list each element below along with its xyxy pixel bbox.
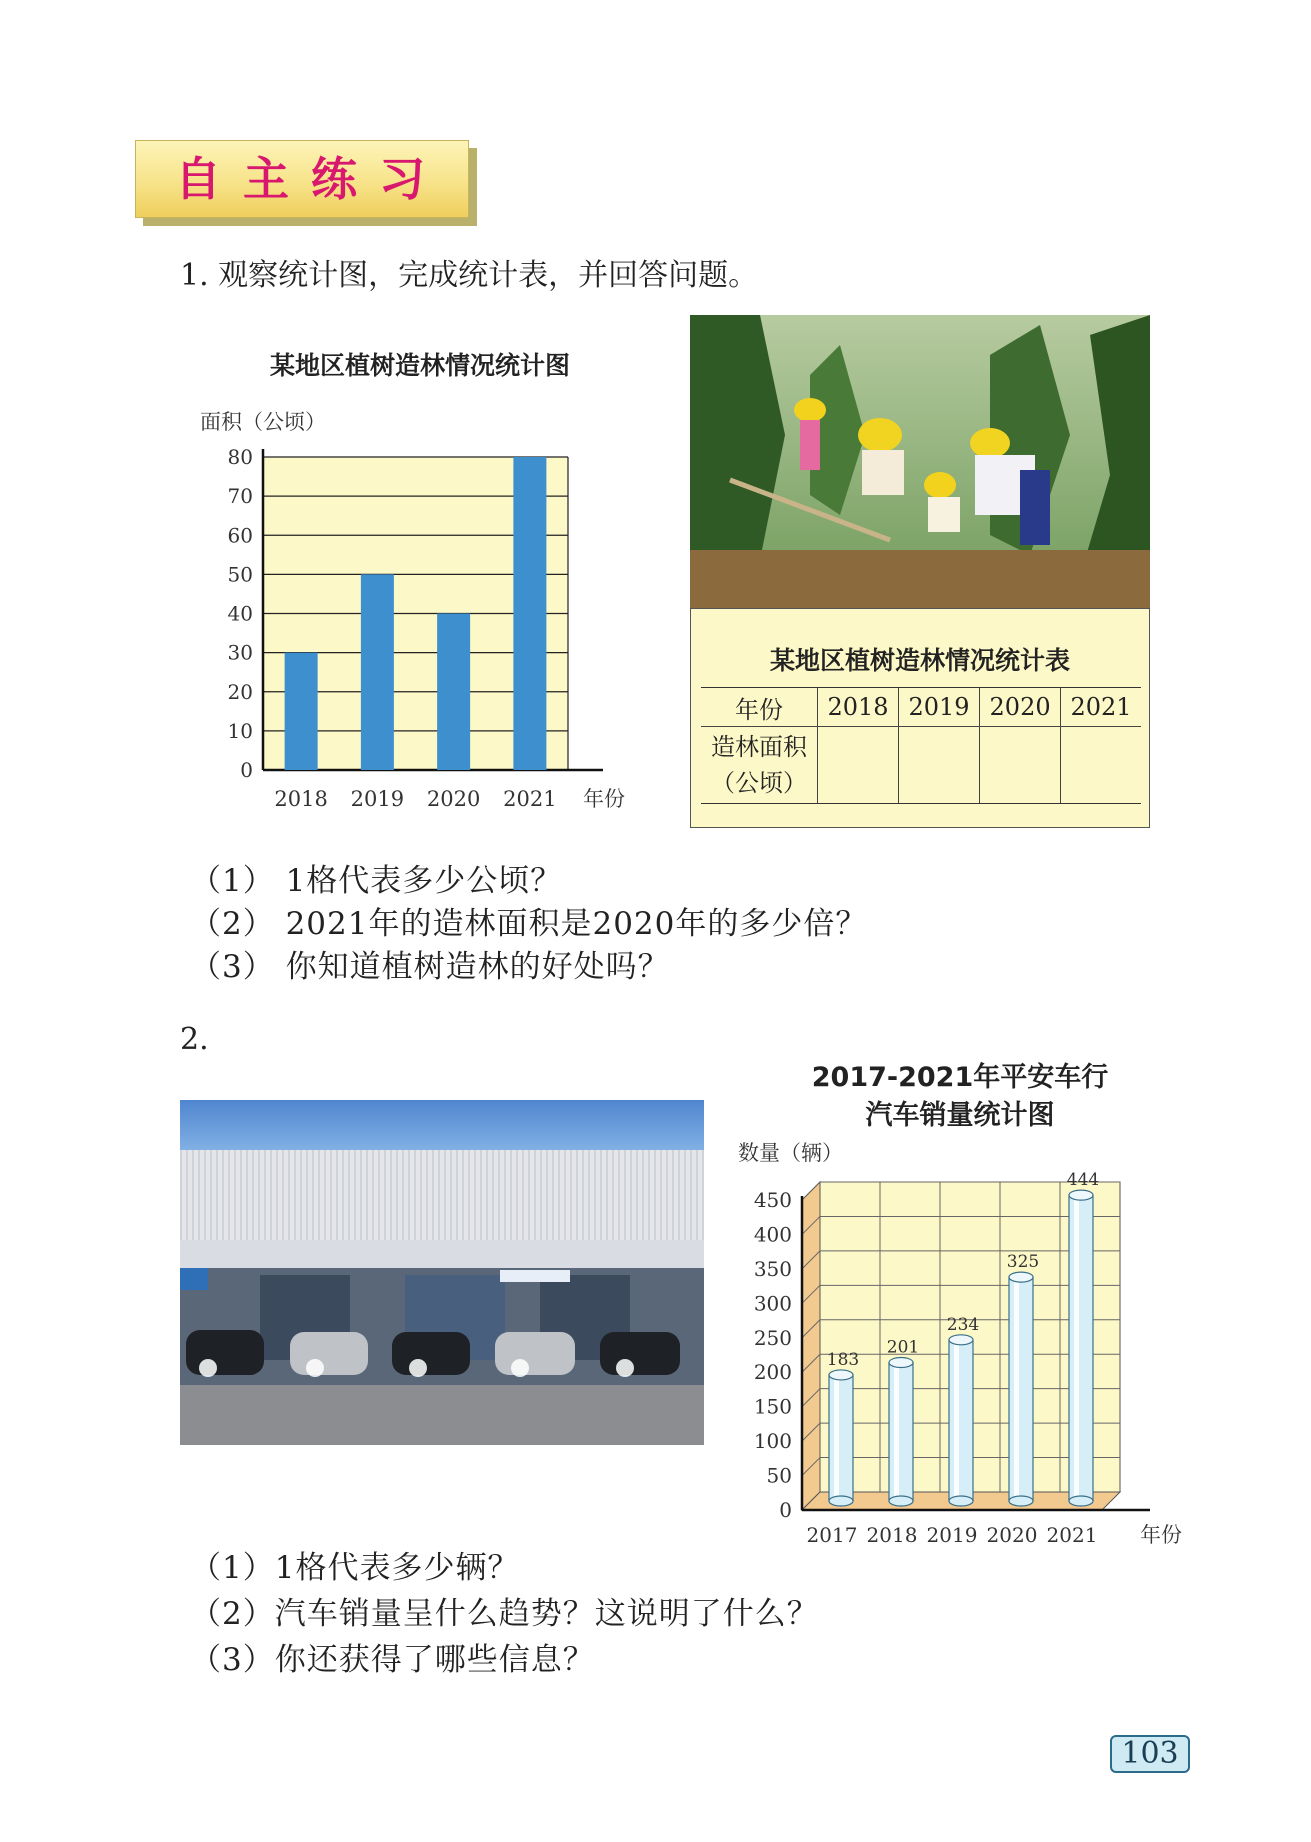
chart2-data-label: 234: [946, 1314, 980, 1335]
chart2-title-line1: 2017-2021年平安车行: [811, 1062, 1109, 1093]
chart2-bar-body: [829, 1375, 853, 1501]
chart1-y-tick-label: 0: [240, 758, 253, 782]
chart2-y-tick-label: 350: [753, 1256, 792, 1281]
chart2-bar-body: [1009, 1277, 1033, 1501]
table-row-label-line2: （公顷）: [711, 769, 807, 797]
chart2-x-tick-label: 2020: [986, 1523, 1038, 1547]
chart2-bar-base: [1009, 1496, 1033, 1506]
chart2-x-tick-label: 2017: [806, 1523, 858, 1547]
car-dealer-photo: [180, 1100, 704, 1445]
chart1-y-tick-label: 40: [227, 601, 253, 626]
chart2-bar-highlight: [1074, 1199, 1079, 1497]
chart2-y-tick-label: 450: [753, 1188, 792, 1212]
chart1-bar: [285, 653, 318, 770]
chart2-title-line2: 汽车销量统计图: [865, 1100, 1055, 1131]
table-header-row: [701, 688, 1141, 727]
car-dealer-illustration: [180, 1100, 704, 1445]
chart2-bar: [829, 1370, 853, 1506]
chart2-y-tick-label: 250: [753, 1325, 792, 1350]
chart2-data-label: 183: [826, 1349, 860, 1370]
chart2-bar-body: [949, 1340, 973, 1501]
chart2-bar-highlight: [894, 1367, 899, 1497]
chart1-y-tick-label: 30: [227, 640, 253, 665]
chart2-bar-highlight: [954, 1344, 959, 1497]
tree-planting-illustration: [690, 315, 1150, 610]
section-header: [135, 140, 475, 222]
table-year-2019: 2019: [899, 688, 980, 727]
chart2-y-tick-label: 150: [753, 1394, 792, 1419]
table-title: 某地区植树造林情况统计表: [769, 646, 1070, 675]
ex2-question-1: （1）1格代表多少辆？: [190, 1550, 520, 1586]
chart1-x-tick-label: 2019: [350, 787, 405, 811]
chart2-data-label: 325: [1006, 1252, 1040, 1273]
chart2-bar-body: [889, 1363, 913, 1501]
chart2-bar-base: [1069, 1496, 1093, 1506]
table-row-label-line1: 造林面积: [711, 733, 807, 761]
table-cell-blank[interactable]: [980, 727, 1061, 804]
table-cell-blank[interactable]: [818, 727, 899, 804]
ex1-question-1: （1） 1格代表多少公顷？: [190, 863, 563, 899]
chart2-bar-base: [889, 1496, 913, 1506]
chart1-title: 某地区植树造林情况统计图: [269, 351, 570, 380]
chart2-x-tick-label: 2018: [866, 1523, 918, 1547]
chart2-bar-top: [829, 1370, 853, 1380]
statistics-table: [701, 687, 1141, 804]
ex1-question-3: （3） 你知道植树造林的好处吗？: [190, 949, 670, 985]
chart2-bar-highlight: [834, 1379, 839, 1497]
table-header-label: 年份: [701, 688, 818, 727]
chart2-bar-base: [949, 1496, 973, 1506]
chart2-bar: [1069, 1190, 1093, 1506]
page-number: 103: [1110, 1735, 1190, 1773]
chart1-bar: [361, 574, 394, 770]
ex1-question-2: （2） 2021年的造林面积是2020年的多少倍？: [190, 906, 868, 942]
chart1-y-tick-label: 10: [227, 718, 253, 743]
chart2-y-axis-label: 数量（辆）: [738, 1141, 843, 1165]
chart2-bar-top: [949, 1335, 973, 1345]
chart2-y-tick-label: 200: [753, 1360, 792, 1385]
chart1-bar: [437, 614, 470, 771]
chart2-y-tick-label: 300: [753, 1291, 792, 1316]
chart1-y-tick-label: 60: [227, 523, 253, 548]
chart1-y-tick-label: 20: [227, 679, 253, 704]
chart2-x-axis-label: 年份: [1140, 1523, 1182, 1547]
chart2: [720, 1130, 1200, 1550]
chart1: [180, 395, 640, 815]
chart1-x-tick-label: 2018: [274, 787, 328, 811]
chart2-y-tick-label: 100: [753, 1429, 792, 1454]
chart2-x-tick-label: 2019: [926, 1523, 978, 1547]
table-row-label: [701, 727, 818, 804]
chart2-bar-body: [1069, 1195, 1093, 1501]
chart2-bar-top: [889, 1358, 913, 1368]
chart2-bar-top: [1069, 1190, 1093, 1200]
chart2-bar: [949, 1335, 973, 1506]
tree-planting-photo: [690, 315, 1150, 610]
chart2-y-tick-label: 0: [779, 1498, 792, 1522]
section-header-text: 自主练习: [175, 152, 447, 206]
chart2-data-label: 201: [886, 1337, 920, 1358]
chart1-x-axis-label: 年份: [583, 787, 625, 811]
chart1-y-axis-label: 面积（公顷）: [200, 410, 326, 434]
chart2-bar: [889, 1358, 913, 1506]
chart2-y-tick-label: 400: [753, 1222, 792, 1247]
table-cell-blank[interactable]: [899, 727, 980, 804]
chart1-bar: [513, 457, 546, 770]
ex2-question-3: （3）你还获得了哪些信息？: [190, 1642, 595, 1678]
table-year-2020: 2020: [980, 688, 1061, 727]
chart1-y-tick-label: 70: [227, 484, 253, 509]
table-year-2021: 2021: [1061, 688, 1141, 727]
chart1-y-tick-label: 80: [227, 445, 253, 469]
exercise2-title: 2.: [180, 1022, 209, 1057]
chart1-x-tick-label: 2020: [426, 787, 481, 811]
chart1-x-tick-label: 2021: [503, 787, 557, 811]
chart2-bar-base: [829, 1496, 853, 1506]
ex2-question-2: （2）汽车销量呈什么趋势？这说明了什么？: [190, 1596, 819, 1632]
table-data-row: [701, 727, 1141, 804]
exercise1-title: 1. 观察统计图，完成统计表，并回答问题。: [180, 258, 759, 293]
statistics-table-box: [690, 608, 1150, 828]
table-cell-blank[interactable]: [1061, 727, 1141, 804]
chart2-x-tick-label: 2021: [1046, 1523, 1098, 1547]
chart2-bar-top: [1009, 1272, 1033, 1282]
chart2-data-label: 444: [1066, 1170, 1100, 1191]
chart2-bar: [1009, 1272, 1033, 1506]
table-year-2018: 2018: [818, 688, 899, 727]
chart2-y-tick-label: 50: [766, 1463, 792, 1488]
chart1-y-tick-label: 50: [227, 562, 253, 587]
chart2-bar-highlight: [1014, 1281, 1019, 1497]
